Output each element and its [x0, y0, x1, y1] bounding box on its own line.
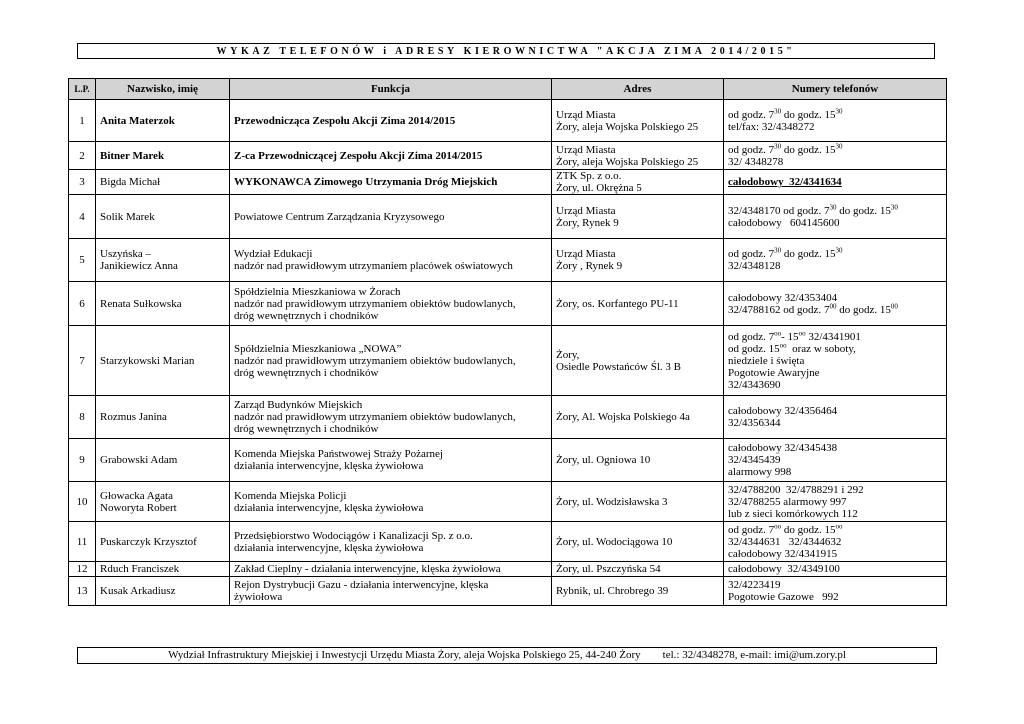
- phone-numbers: [724, 577, 947, 606]
- table-row: [69, 396, 947, 439]
- row-number: 5: [69, 239, 96, 282]
- phone-text: od godz. 7: [728, 330, 775, 343]
- contacts-table: [68, 78, 947, 606]
- time-superscript: oo: [798, 328, 806, 337]
- footer-contact: tel.: 32/4348278, e-mail: imi@um.zory.pl: [662, 649, 846, 661]
- phone-line: [728, 367, 942, 379]
- address-text: [552, 396, 724, 439]
- phone-line: [728, 521, 942, 536]
- address-text-line: Żory, Al. Wojska Polskiego 4a: [556, 411, 690, 423]
- function-text-line: Z-ca Przewodniczącej Zespołu Akcji Zima 2014/2015: [234, 149, 483, 162]
- column-header-function: Funkcja: [230, 79, 552, 100]
- time-superscript: 30: [774, 106, 782, 115]
- phone-line: [728, 301, 942, 316]
- phone-numbers: [724, 282, 947, 326]
- row-number: 2: [69, 142, 96, 170]
- person-name-line: Uszyńska –: [100, 248, 152, 260]
- table-row: [69, 142, 947, 170]
- function-text: [230, 195, 552, 239]
- column-header-name: Nazwisko, imię: [96, 79, 230, 100]
- person-name: [96, 439, 230, 482]
- person-name: [96, 195, 230, 239]
- person-name-line: Noworyta Robert: [100, 501, 177, 514]
- function-text-line: Przedsiębiorstwo Wodociągów i Kanalizacji Sp. z o.o.: [234, 529, 473, 542]
- address-text: [552, 562, 724, 577]
- address-text-line: Żory, ul. Ogniowa 10: [556, 454, 651, 466]
- function-text-line: Powiatowe Centrum Zarządzania Kryzysowego: [234, 210, 445, 223]
- address-text-line: Żory, aleja Wojska Polskiego 25: [556, 120, 699, 133]
- phone-text: od godz. 7: [728, 108, 775, 121]
- phone-numbers: [724, 195, 947, 239]
- address-text: [552, 170, 724, 195]
- person-name: [96, 577, 230, 606]
- time-superscript: oo: [835, 521, 843, 530]
- time-superscript: 30: [890, 202, 898, 211]
- phone-text: do godz. 15: [781, 523, 836, 536]
- time-superscript: 30: [835, 106, 843, 115]
- phone-numbers: [724, 522, 947, 562]
- row-number: 12: [69, 562, 96, 577]
- function-text-line: dróg wewnętrznych i chodników: [234, 423, 379, 435]
- phone-line: [728, 202, 942, 217]
- function-text-line: Wydział Edukacji: [234, 248, 313, 260]
- function-text-line: Zakład Cieplny - działania interwencyjne, klęska żywiołowa: [234, 563, 501, 575]
- column-header-lp: L.P.: [69, 79, 96, 100]
- address-text-line: Żory, ul. Wodzisławska 3: [556, 495, 668, 508]
- phone-numbers: [724, 239, 947, 282]
- address-text: [552, 239, 724, 282]
- table-row: [69, 577, 947, 606]
- phone-text: całodobowy 32/4349100: [728, 563, 840, 575]
- phone-text: od godz. 7: [728, 523, 775, 536]
- phone-text: 32/4348128: [728, 260, 781, 272]
- function-text-line: dróg wewnętrznych i chodników: [234, 366, 379, 379]
- address-text: [552, 577, 724, 606]
- person-name-line: Renata Sułkowska: [100, 297, 182, 310]
- phone-text: 32/4788200 32/4788291 i 292: [728, 483, 864, 496]
- function-text: [230, 562, 552, 577]
- person-name: [96, 482, 230, 522]
- phone-line: [728, 536, 942, 548]
- row-number: 4: [69, 195, 96, 239]
- time-superscript: 30: [774, 141, 782, 150]
- phone-line: [728, 548, 942, 560]
- row-number: 7: [69, 326, 96, 396]
- phone-text: do godz. 15: [781, 143, 836, 156]
- phone-text: od godz. 7: [728, 143, 775, 156]
- phone-line: [728, 328, 942, 343]
- function-text: [230, 170, 552, 195]
- phone-line: [728, 248, 942, 260]
- phone-line: [728, 217, 942, 229]
- time-superscript: 30: [835, 246, 843, 255]
- function-text-line: żywiołowa: [234, 591, 283, 603]
- phone-line: [728, 591, 942, 603]
- phone-numbers: [724, 326, 947, 396]
- phone-line: [728, 484, 942, 496]
- phone-text: 32/4341901: [805, 330, 861, 343]
- phone-text: całodobowy 32/4341634: [728, 176, 842, 188]
- address-text-line: Żory, ul. Pszczyńska 54: [556, 563, 661, 575]
- phone-text: oraz w soboty,: [786, 342, 856, 355]
- address-text: [552, 439, 724, 482]
- phone-line: [728, 579, 942, 591]
- function-text-line: Zarząd Budynków Miejskich: [234, 399, 363, 411]
- function-text: [230, 142, 552, 170]
- person-name-line: Grabowski Adam: [100, 454, 178, 466]
- person-name: [96, 562, 230, 577]
- table-row: [69, 482, 947, 522]
- phone-line: [728, 340, 942, 355]
- person-name-line: Starzykowski Marian: [100, 354, 195, 367]
- phone-line: [728, 176, 942, 188]
- table-row: [69, 100, 947, 142]
- table-header-row: [69, 79, 947, 100]
- person-name-line: Janikiewicz Anna: [100, 260, 178, 272]
- table-row: [69, 522, 947, 562]
- phone-text: 32/4345439: [728, 454, 781, 466]
- time-superscript: 00: [829, 301, 837, 310]
- footer-text: Wydział Infrastruktury Miejskiej i Inwestycji Urzędu Miasta Żory, aleja Wojska Polskiego 25, 44-240 Żory: [168, 649, 641, 661]
- column-header-phones: Numery telefonów: [724, 79, 947, 100]
- address-text-line: Urząd Miasta: [556, 108, 616, 121]
- function-text-line: działania interwencyjne, klęska żywiołowa: [234, 501, 424, 514]
- phone-text: całodobowy 32/4353404: [728, 291, 838, 304]
- person-name: [96, 522, 230, 562]
- person-name-line: Kusak Arkadiusz: [100, 585, 176, 597]
- person-name: [96, 326, 230, 396]
- address-text-line: Żory,: [556, 348, 580, 361]
- phone-text: 32/4344631 32/4344632: [728, 535, 842, 548]
- table-row: [69, 562, 947, 577]
- address-text: [552, 326, 724, 396]
- person-name-line: Głowacka Agata: [100, 489, 173, 502]
- table-body: [69, 100, 947, 606]
- phone-text: 32/4788255 alarmowy 997: [728, 495, 847, 508]
- address-text-line: Urząd Miasta: [556, 248, 616, 260]
- document-title: WYKAZ TELEFONÓW i ADRESY KIEROWNICTWA "AKCJA ZIMA 2014/2015": [77, 43, 935, 59]
- address-text-line: Żory, aleja Wojska Polskiego 25: [556, 155, 699, 168]
- phone-text: całodobowy 32/4345438: [728, 442, 838, 454]
- phone-numbers: [724, 482, 947, 522]
- phone-line: [728, 466, 942, 478]
- person-name: [96, 239, 230, 282]
- phone-text: od godz. 7: [728, 248, 775, 260]
- time-superscript: oo: [774, 521, 782, 530]
- phone-numbers: [724, 439, 947, 482]
- phone-text: 32/4788162 od godz. 7: [728, 303, 830, 316]
- address-text-line: Żory, ul. Okrężna 5: [556, 182, 642, 194]
- row-number: 6: [69, 282, 96, 326]
- row-number: 13: [69, 577, 96, 606]
- row-number: 1: [69, 100, 96, 142]
- function-text-line: działania interwencyjne, klęska żywiołowa: [234, 460, 424, 472]
- phone-line: [728, 156, 942, 168]
- function-text-line: nadzór nad prawidłowym utrzymaniem obiektów budowlanych,: [234, 411, 516, 423]
- person-name-line: Bitner Marek: [100, 149, 165, 162]
- function-text: [230, 482, 552, 522]
- phone-text: do godz. 15: [836, 303, 891, 316]
- person-name: [96, 396, 230, 439]
- row-number: 3: [69, 170, 96, 195]
- person-name: [96, 282, 230, 326]
- row-number: 8: [69, 396, 96, 439]
- person-name: [96, 142, 230, 170]
- phone-numbers: [724, 100, 947, 142]
- phone-text: Pogotowie Awaryjne: [728, 366, 820, 379]
- phone-numbers: [724, 562, 947, 577]
- phone-text: 32/ 4348278: [728, 155, 784, 168]
- function-text: [230, 282, 552, 326]
- function-text-line: nadzór nad prawidłowym utrzymaniem obiektów budowlanych,: [234, 297, 516, 310]
- phone-text: do godz. 15: [836, 204, 891, 217]
- person-name-line: Solik Marek: [100, 210, 155, 223]
- table-row: [69, 326, 947, 396]
- address-text: [552, 282, 724, 326]
- time-superscript: 30: [829, 202, 837, 211]
- function-text-line: WYKONAWCA Zimowego Utrzymania Dróg Miejskich: [234, 176, 498, 188]
- address-text-line: Urząd Miasta: [556, 143, 616, 156]
- address-text-line: Żory, ul. Wodociągowa 10: [556, 535, 673, 548]
- phone-line: [728, 141, 942, 156]
- phone-text: całodobowy 32/4356464: [728, 405, 838, 417]
- footer: [77, 647, 937, 664]
- phone-line: [728, 405, 942, 417]
- person-name-line: Bigda Michał: [100, 176, 161, 188]
- function-text: [230, 239, 552, 282]
- address-text-line: Urząd Miasta: [556, 204, 616, 217]
- function-text-line: nadzór nad prawidłowym utrzymaniem placówek oświatowych: [234, 260, 513, 272]
- time-superscript: oo: [774, 328, 782, 337]
- phone-line: [728, 442, 942, 454]
- address-text-line: Żory, Rynek 9: [556, 216, 619, 229]
- phone-line: [728, 121, 942, 133]
- phone-text: niedziele i święta: [728, 354, 805, 367]
- function-text-line: Spółdzielnia Mieszkaniowa „NOWA”: [234, 342, 402, 355]
- phone-text: od godz. 15: [728, 342, 780, 355]
- address-text-line: ZTK Sp. z o.o.: [556, 170, 622, 182]
- phone-text: Pogotowie Gazowe 992: [728, 591, 839, 603]
- person-name: [96, 170, 230, 195]
- address-text: [552, 100, 724, 142]
- function-text-line: Przewodnicząca Zespołu Akcji Zima 2014/2015: [234, 114, 456, 127]
- phone-text: do godz. 15: [781, 108, 836, 121]
- phone-numbers: [724, 170, 947, 195]
- address-text-line: Żory , Rynek 9: [556, 260, 623, 272]
- time-superscript: 00: [890, 301, 898, 310]
- row-number: 9: [69, 439, 96, 482]
- phone-text: do godz. 15: [781, 248, 836, 260]
- function-text-line: Rejon Dystrybucji Gazu - działania interwencyjne, klęska: [234, 579, 489, 591]
- person-name-line: Rozmus Janina: [100, 411, 167, 423]
- table-row: [69, 439, 947, 482]
- function-text: [230, 577, 552, 606]
- phone-line: [728, 508, 942, 520]
- function-text-line: Spółdzielnia Mieszkaniowa w Żorach: [234, 285, 401, 298]
- person-name-line: Rduch Franciszek: [100, 563, 180, 575]
- table-row: [69, 195, 947, 239]
- address-text: [552, 142, 724, 170]
- phone-line: [728, 106, 942, 121]
- function-text-line: dróg wewnętrznych i chodników: [234, 309, 379, 322]
- function-text-line: działania interwencyjne, klęska żywiołowa: [234, 541, 424, 554]
- time-superscript: 30: [835, 141, 843, 150]
- function-text: [230, 100, 552, 142]
- phone-text: 32/4356344: [728, 417, 781, 429]
- address-text: [552, 195, 724, 239]
- address-text-line: Osiedle Powstańców Śl. 3 B: [556, 360, 681, 373]
- time-superscript: oo: [779, 340, 787, 349]
- phone-text: tel/fax: 32/4348272: [728, 120, 815, 133]
- phone-text: całodobowy 604145600: [728, 216, 840, 229]
- person-name-line: Puskarczyk Krzysztof: [100, 535, 197, 548]
- phone-text: 32/4223419: [728, 579, 781, 591]
- person-name-line: Anita Materzok: [100, 114, 175, 127]
- phone-text: 32/4343690: [728, 378, 781, 391]
- address-text: [552, 482, 724, 522]
- function-text-line: Komenda Miejska Państwowej Straży Pożarnej: [234, 448, 443, 460]
- phone-text: lub z sieci komórkowych 112: [728, 507, 858, 520]
- row-number: 11: [69, 522, 96, 562]
- table-row: [69, 170, 947, 195]
- row-number: 10: [69, 482, 96, 522]
- time-superscript: 30: [774, 246, 782, 255]
- phone-text: - 15: [781, 330, 799, 343]
- phone-line: [728, 379, 942, 391]
- person-name: [96, 100, 230, 142]
- function-text: [230, 396, 552, 439]
- phone-line: [728, 563, 942, 575]
- phone-line: [728, 496, 942, 508]
- function-text-line: nadzór nad prawidłowym utrzymaniem obiektów budowlanych,: [234, 354, 516, 367]
- table-row: [69, 239, 947, 282]
- function-text: [230, 326, 552, 396]
- table-row: [69, 282, 947, 326]
- function-text: [230, 522, 552, 562]
- column-header-address: Adres: [552, 79, 724, 100]
- phone-line: [728, 454, 942, 466]
- phone-line: [728, 355, 942, 367]
- function-text: [230, 439, 552, 482]
- address-text-line: Rybnik, ul. Chrobrego 39: [556, 585, 669, 597]
- phone-numbers: [724, 396, 947, 439]
- function-text-line: Komenda Miejska Policji: [234, 489, 347, 502]
- phone-numbers: [724, 142, 947, 170]
- phone-line: [728, 260, 942, 272]
- address-text-line: Żory, os. Korfantego PU-11: [556, 297, 679, 310]
- phone-text: 32/4348170 od godz. 7: [728, 204, 830, 217]
- phone-text: alarmowy 998: [728, 466, 792, 478]
- address-text: [552, 522, 724, 562]
- phone-text: całodobowy 32/4341915: [728, 547, 838, 560]
- phone-line: [728, 417, 942, 429]
